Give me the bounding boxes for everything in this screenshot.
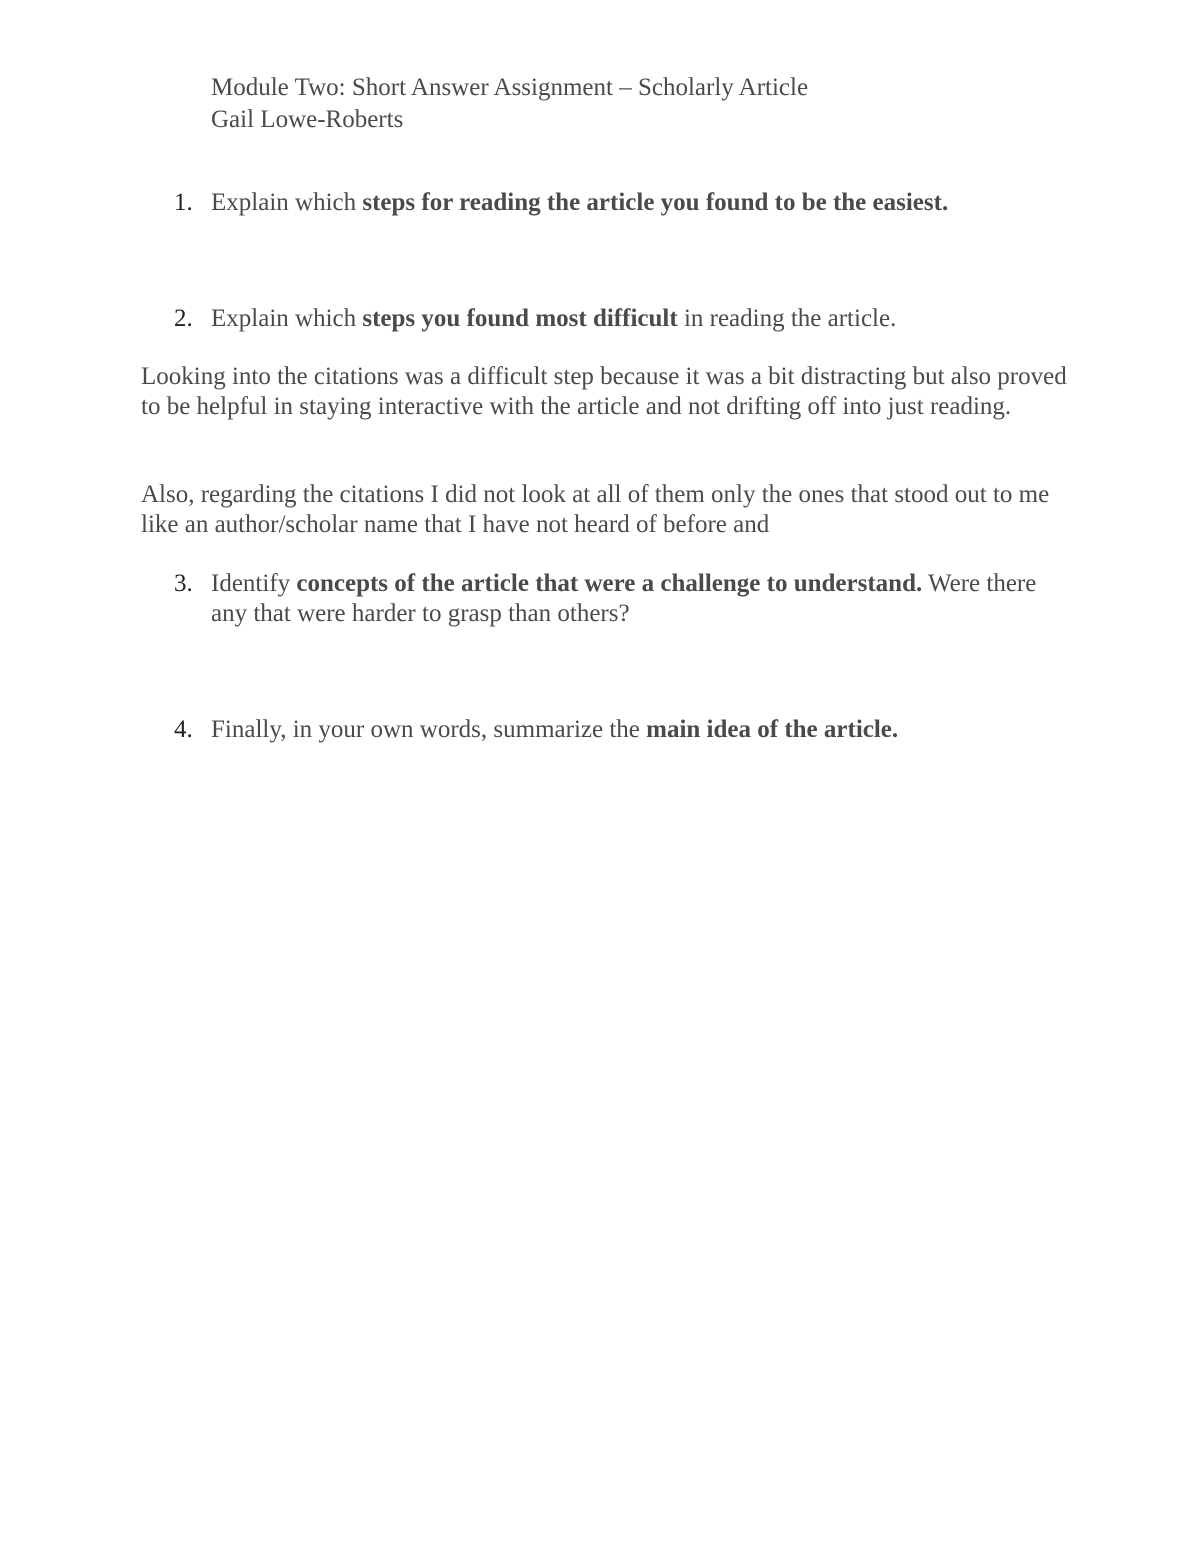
question-1 xyxy=(174,188,1071,218)
author-name: Gail Lowe-Roberts xyxy=(211,106,404,133)
question-number: 4. xyxy=(174,716,193,743)
question-number: 1. xyxy=(174,189,193,216)
question-text: Explain which xyxy=(211,189,363,216)
question-emphasis: concepts of the article that were a challenge to understand. xyxy=(296,570,923,597)
question-emphasis: main idea of the article. xyxy=(646,716,899,743)
question-text: Finally, in your own words, summarize the xyxy=(211,716,647,743)
document-header xyxy=(211,72,1111,136)
answer-paragraph-2: Also, regarding the citations I did not look at all of them only the ones that stood out to me like an author/scholar name that I have not heard of before and xyxy=(141,481,1050,538)
question-emphasis: steps you found most difficult xyxy=(362,305,678,332)
question-3 xyxy=(174,569,1071,629)
question-text-end: Were there any that were harder to grasp than others? xyxy=(211,570,1037,627)
question-text: Explain which xyxy=(211,305,363,332)
question-2 xyxy=(174,304,1071,334)
answer-paragraph-1: Looking into the citations was a difficult step because it was a bit distracting but also proved to be helpful in staying interactive with the article and not drifting off into just reading. xyxy=(141,363,1067,420)
question-text-end: in reading the article. xyxy=(677,305,897,332)
question-4 xyxy=(174,715,1071,745)
question-emphasis: steps for reading the article you found to be the easiest. xyxy=(362,189,949,216)
question-number: 3. xyxy=(174,570,193,597)
question-number: 2. xyxy=(174,305,193,332)
question-text: Identify xyxy=(211,570,297,597)
document-title: Module Two: Short Answer Assignment – Scholarly Article xyxy=(211,74,809,101)
